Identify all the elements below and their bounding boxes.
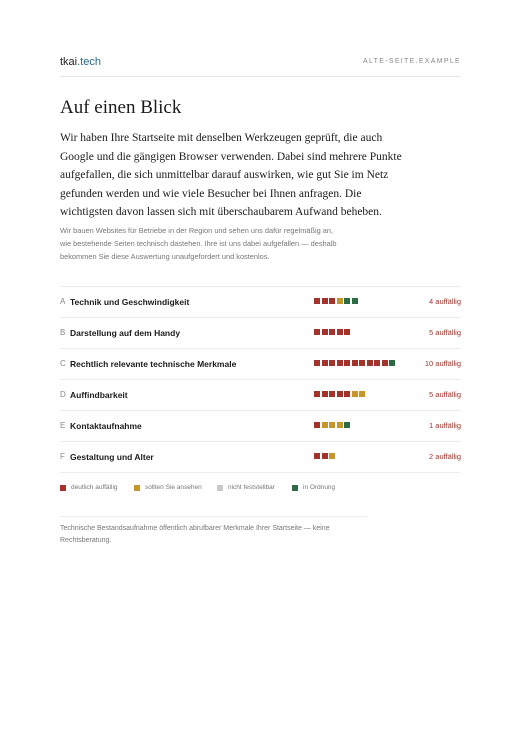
category-letter: F: [60, 452, 65, 461]
category-letter: A: [60, 297, 66, 306]
issue-count: 4 auffällig: [429, 297, 461, 306]
brand-tld: .tech: [77, 56, 101, 68]
category-name: Rechtlich relevante technische Merkmale: [70, 359, 237, 369]
category-name: Technik und Geschwindigkeit: [70, 297, 190, 307]
category-name: Kontaktaufnahme: [70, 421, 142, 431]
legend: [60, 484, 461, 494]
category-row: [60, 411, 461, 442]
status-square-red: [337, 329, 343, 335]
status-square-green: [344, 298, 350, 304]
status-square-red: [322, 391, 328, 397]
issue-count: 5 auffällig: [429, 328, 461, 337]
status-square-red: [314, 298, 320, 304]
category-name: Gestaltung und Alter: [70, 452, 154, 462]
status-square-red: [337, 360, 343, 366]
legend-label: nicht feststellbar: [228, 484, 275, 491]
brand-name: tkai: [60, 56, 78, 68]
status-squares: [314, 391, 365, 398]
status-squares: [314, 329, 350, 336]
legend-swatch: [134, 485, 140, 491]
status-squares: [314, 453, 335, 460]
category-row: [60, 349, 461, 380]
site-domain: ALTE-SEITE.EXAMPLE: [363, 58, 461, 65]
category-letter: B: [60, 328, 66, 337]
category-row: [60, 318, 461, 349]
issue-count: 1 auffällig: [429, 421, 461, 430]
legend-item-red: [60, 484, 118, 491]
legend-label: sollten Sie ansehen: [145, 484, 202, 491]
category-name: Auffindbarkeit: [70, 390, 128, 400]
status-square-red: [314, 329, 320, 335]
status-square-green: [344, 422, 350, 428]
status-square-amber: [329, 422, 335, 428]
status-square-red: [322, 329, 328, 335]
status-square-amber: [322, 422, 328, 428]
status-square-red: [344, 360, 350, 366]
status-square-amber: [329, 453, 335, 459]
status-square-red: [382, 360, 388, 366]
brand-logo[interactable]: [60, 56, 101, 68]
status-square-red: [314, 391, 320, 397]
lead-paragraph: Wir haben Ihre Startseite mit denselben Werkzeugen geprüft, die auch Google und die gängigen Browser verwenden. Dabei sind mehrere Punkte aufgefallen, die sich unmittelbar darauf auswirken, wie gut Sie im Netz gefunden werden und wie viele Besucher bei Ihnen anfragen. Die wichtigsten davon lassen sich mit überschaubarem Aufwand beheben.: [60, 132, 402, 218]
issue-count: 10 auffällig: [424, 359, 461, 368]
status-squares: [314, 360, 395, 367]
category-letter: C: [60, 359, 66, 368]
status-square-red: [352, 360, 358, 366]
status-square-green: [389, 360, 395, 366]
category-letter: E: [60, 421, 66, 430]
status-square-red: [322, 360, 328, 366]
status-square-red: [367, 360, 373, 366]
legend-swatch: [217, 485, 223, 491]
status-square-red: [322, 453, 328, 459]
status-square-amber: [352, 391, 358, 397]
legend-item-grey: [217, 484, 275, 491]
category-row: [60, 287, 461, 318]
header-bar: [60, 56, 461, 77]
page-title: Auf einen Blick: [60, 97, 182, 118]
status-square-red: [329, 329, 335, 335]
status-square-red: [344, 329, 350, 335]
status-square-red: [329, 391, 335, 397]
status-square-red: [329, 298, 335, 304]
status-square-green: [352, 298, 358, 304]
status-square-red: [314, 422, 320, 428]
status-square-red: [374, 360, 380, 366]
status-square-amber: [337, 298, 343, 304]
legend-label: in Ordnung: [303, 484, 336, 491]
status-squares: [314, 422, 350, 429]
footer-disclaimer: Technische Bestandsaufnahme öffentlich abrufbarer Merkmale Ihrer Startseite — keine Rechtsberatung.: [60, 516, 367, 547]
category-letter: D: [60, 390, 66, 399]
legend-item-amber: [134, 484, 202, 491]
issue-count: 5 auffällig: [429, 390, 461, 399]
status-square-red: [337, 391, 343, 397]
intro-note: Wir bauen Websites für Betriebe in der Region und sehen uns dafür regelmäßig an, wie bestehende Seiten technisch dastehen. Ihre ist uns dabei aufgefallen — deshalb bekommen Sie diese Auswertung unaufgefordert und kostenlos.: [60, 226, 337, 261]
issue-count: 2 auffällig: [429, 452, 461, 461]
legend-swatch: [292, 485, 298, 491]
status-square-red: [344, 391, 350, 397]
status-square-amber: [359, 391, 365, 397]
legend-swatch: [60, 485, 66, 491]
status-square-red: [314, 453, 320, 459]
legend-item-green: [292, 484, 335, 491]
status-square-red: [314, 360, 320, 366]
category-row: [60, 442, 461, 473]
category-list: [60, 286, 461, 473]
category-name: Darstellung auf dem Handy: [70, 328, 181, 338]
status-square-red: [322, 298, 328, 304]
status-square-red: [329, 360, 335, 366]
status-squares: [314, 298, 358, 305]
status-square-amber: [337, 422, 343, 428]
category-row: [60, 380, 461, 411]
legend-label: deutlich auffällig: [71, 484, 118, 491]
status-square-red: [359, 360, 365, 366]
